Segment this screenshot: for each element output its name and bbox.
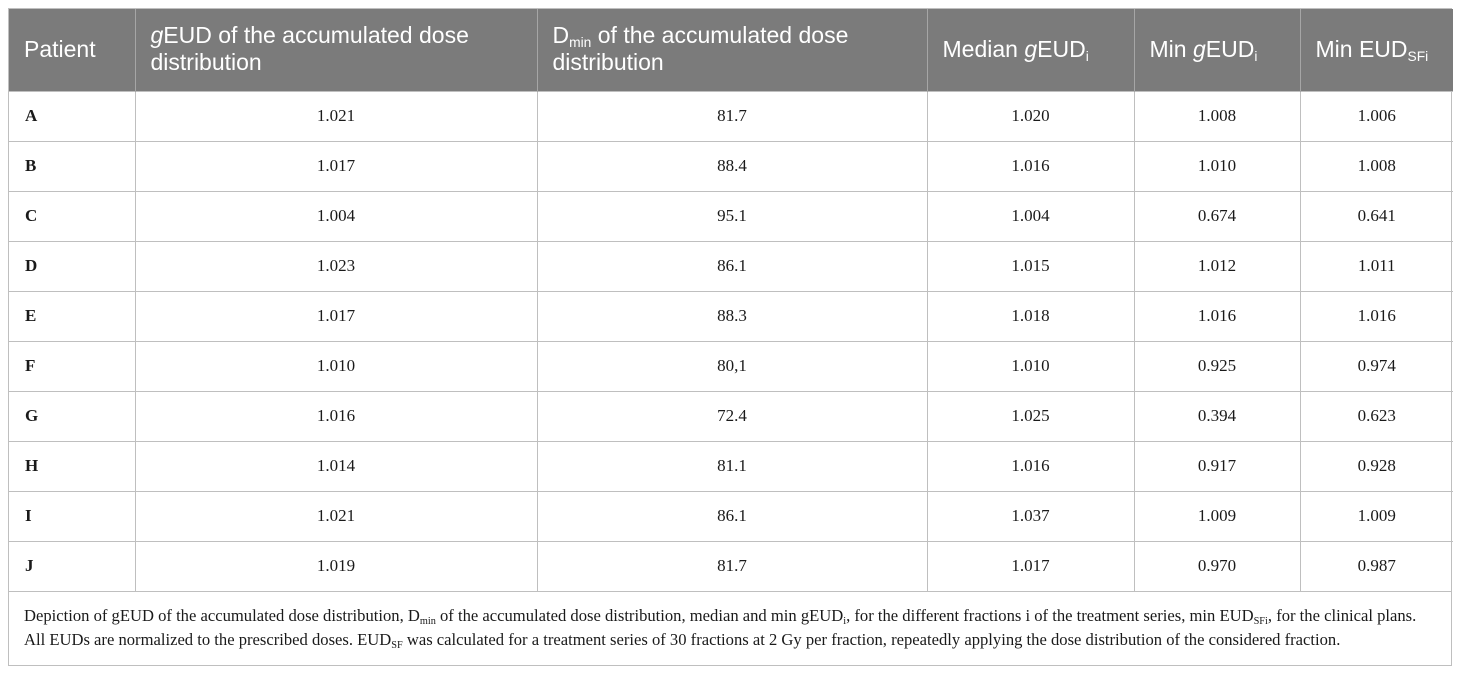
table-row bbox=[9, 341, 1453, 391]
table-body bbox=[9, 91, 1453, 591]
cell-geud-accumulated: 1.014 bbox=[135, 441, 537, 491]
cell-min-eudsf: 0.974 bbox=[1300, 341, 1453, 391]
cell-patient: I bbox=[9, 491, 135, 541]
cell-min-eudsf: 1.016 bbox=[1300, 291, 1453, 341]
cell-patient: A bbox=[9, 91, 135, 141]
cell-geud-accumulated: 1.019 bbox=[135, 541, 537, 591]
table-row bbox=[9, 491, 1453, 541]
cell-median-geud: 1.015 bbox=[927, 241, 1134, 291]
results-table-panel bbox=[8, 8, 1452, 666]
cell-dmin-accumulated: 80,1 bbox=[537, 341, 927, 391]
cell-median-geud: 1.016 bbox=[927, 141, 1134, 191]
cell-patient: F bbox=[9, 341, 135, 391]
cell-median-geud: 1.020 bbox=[927, 91, 1134, 141]
cell-median-geud: 1.025 bbox=[927, 391, 1134, 441]
header-patient: Patient bbox=[9, 9, 135, 91]
table-row bbox=[9, 191, 1453, 241]
cell-dmin-accumulated: 81.1 bbox=[537, 441, 927, 491]
cell-geud-accumulated: 1.021 bbox=[135, 91, 537, 141]
cell-patient: C bbox=[9, 191, 135, 241]
cell-median-geud: 1.018 bbox=[927, 291, 1134, 341]
cell-median-geud: 1.037 bbox=[927, 491, 1134, 541]
cell-patient: D bbox=[9, 241, 135, 291]
cell-min-geud: 0.917 bbox=[1134, 441, 1300, 491]
cell-median-geud: 1.017 bbox=[927, 541, 1134, 591]
cell-patient: H bbox=[9, 441, 135, 491]
header-min-eudsf: Min $EUD_{SFi}$ bbox=[1300, 9, 1453, 91]
cell-patient: G bbox=[9, 391, 135, 441]
cell-geud-accumulated: 1.016 bbox=[135, 391, 537, 441]
cell-dmin-accumulated: 95.1 bbox=[537, 191, 927, 241]
cell-min-eudsf: 0.928 bbox=[1300, 441, 1453, 491]
cell-dmin-accumulated: 86.1 bbox=[537, 241, 927, 291]
header-dmin-accumulated: $D_{min}$ of the accumulated dose distribution bbox=[537, 9, 927, 91]
table-row bbox=[9, 391, 1453, 441]
cell-dmin-accumulated: 81.7 bbox=[537, 541, 927, 591]
cell-min-eudsf: 1.011 bbox=[1300, 241, 1453, 291]
cell-min-geud: 0.394 bbox=[1134, 391, 1300, 441]
cell-geud-accumulated: 1.021 bbox=[135, 491, 537, 541]
cell-dmin-accumulated: 88.4 bbox=[537, 141, 927, 191]
cell-median-geud: 1.010 bbox=[927, 341, 1134, 391]
cell-min-geud: 1.009 bbox=[1134, 491, 1300, 541]
cell-min-geud: 1.010 bbox=[1134, 141, 1300, 191]
cell-dmin-accumulated: 88.3 bbox=[537, 291, 927, 341]
header-geud-accumulated: gEUD of the accumulated dose distribution bbox=[135, 9, 537, 91]
cell-geud-accumulated: 1.017 bbox=[135, 291, 537, 341]
cell-dmin-accumulated: 72.4 bbox=[537, 391, 927, 441]
results-table bbox=[9, 9, 1453, 591]
cell-dmin-accumulated: 86.1 bbox=[537, 491, 927, 541]
table-row bbox=[9, 441, 1453, 491]
cell-patient: J bbox=[9, 541, 135, 591]
table-row bbox=[9, 241, 1453, 291]
cell-patient: E bbox=[9, 291, 135, 341]
cell-min-geud: 1.012 bbox=[1134, 241, 1300, 291]
cell-min-geud: 1.008 bbox=[1134, 91, 1300, 141]
cell-geud-accumulated: 1.017 bbox=[135, 141, 537, 191]
header-median-geud: Median gEUD$_i$ bbox=[927, 9, 1134, 91]
header-min-geud: Min gEUD$_i$ bbox=[1134, 9, 1300, 91]
cell-min-eudsf: 1.008 bbox=[1300, 141, 1453, 191]
cell-min-geud: 0.970 bbox=[1134, 541, 1300, 591]
cell-min-geud: 0.925 bbox=[1134, 341, 1300, 391]
table-row bbox=[9, 91, 1453, 141]
cell-geud-accumulated: 1.010 bbox=[135, 341, 537, 391]
cell-patient: B bbox=[9, 141, 135, 191]
table-footnote: Depiction of gEUD of the accumulated dose distribution, $D_{min}$ of the accumulated dose distribution, median and min gEUD$_i$, for the different fractions i of the treatment series, $\min EUD_{SFi}$, for the clinical plans. All EUDs are normalized to the prescribed doses. $EUD_{SF}$ was calculated for a treatment series of 30 fractions at 2 Gy per fraction, repeatedly applying the dose distribution of the considered fraction. bbox=[9, 591, 1451, 665]
cell-median-geud: 1.004 bbox=[927, 191, 1134, 241]
cell-dmin-accumulated: 81.7 bbox=[537, 91, 927, 141]
cell-geud-accumulated: 1.004 bbox=[135, 191, 537, 241]
cell-min-eudsf: 0.623 bbox=[1300, 391, 1453, 441]
table-row bbox=[9, 141, 1453, 191]
cell-min-eudsf: 0.987 bbox=[1300, 541, 1453, 591]
table-header-row bbox=[9, 9, 1453, 91]
cell-geud-accumulated: 1.023 bbox=[135, 241, 537, 291]
cell-min-eudsf: 1.009 bbox=[1300, 491, 1453, 541]
table-row bbox=[9, 541, 1453, 591]
cell-min-eudsf: 0.641 bbox=[1300, 191, 1453, 241]
cell-median-geud: 1.016 bbox=[927, 441, 1134, 491]
cell-min-eudsf: 1.006 bbox=[1300, 91, 1453, 141]
table-row bbox=[9, 291, 1453, 341]
cell-min-geud: 0.674 bbox=[1134, 191, 1300, 241]
cell-min-geud: 1.016 bbox=[1134, 291, 1300, 341]
